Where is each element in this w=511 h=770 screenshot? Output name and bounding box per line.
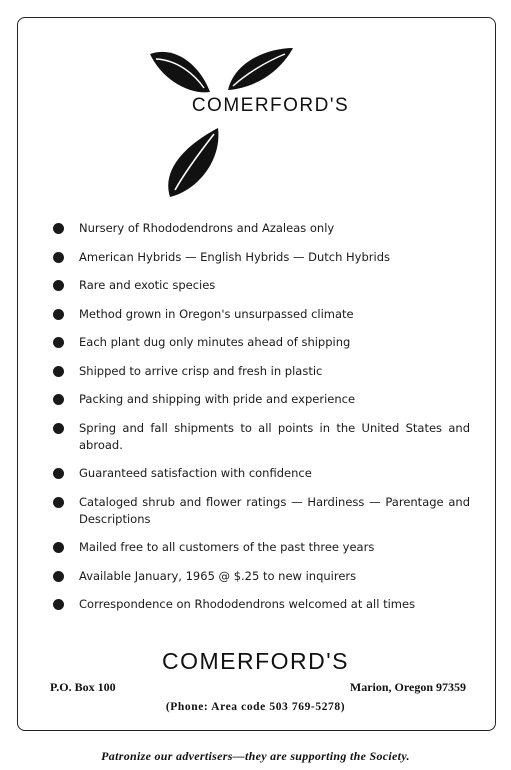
bullet-icon (53, 542, 64, 553)
bullet-icon (53, 394, 64, 405)
list-item (50, 277, 470, 294)
feature-text: Guaranteed satisfaction with confidence (79, 466, 312, 480)
list-item (50, 220, 470, 237)
list-item (50, 568, 470, 585)
feature-text: American Hybrids — English Hybrids — Dutch Hybrids (79, 249, 391, 264)
list-item (50, 363, 470, 380)
company-name: COMERFORD'S (161, 648, 349, 674)
list-item (50, 596, 470, 613)
feature-text: Method grown in Oregon's unsurpassed climate (79, 306, 354, 321)
feature-text: Cataloged shrub and flower ratings — Hardiness — Parentage and Descriptions (79, 494, 470, 526)
logo-wordmark: COMERFORD'S (191, 95, 350, 116)
list-item (50, 334, 470, 351)
tagline: Patronize our advertisers—they are supporting the Society. (101, 749, 410, 763)
feature-text: Mailed free to all customers of the past three years (79, 540, 375, 554)
feature-text: Rare and exotic species (79, 278, 216, 292)
feature-list (50, 220, 470, 625)
bullet-icon (53, 252, 64, 263)
list-item (50, 306, 470, 323)
po-box: P.O. Box 100 (50, 680, 116, 694)
three-leaf-logo-icon (140, 40, 300, 205)
list-item (50, 420, 470, 454)
bullet-icon (53, 366, 64, 377)
feature-text: Spring and fall shipments to all points in the United States and abroad. (79, 420, 470, 452)
bullet-icon (53, 423, 64, 434)
bullet-icon (53, 497, 64, 508)
list-item (50, 494, 470, 528)
feature-text: Correspondence on Rhododendrons welcomed at all times (79, 597, 416, 611)
feature-text: Shipped to arrive crisp and fresh in plastic (79, 363, 323, 378)
bullet-icon (53, 223, 64, 234)
bullet-icon (53, 309, 64, 320)
list-item (50, 391, 470, 408)
bullet-icon (53, 571, 64, 582)
list-item (50, 465, 470, 482)
feature-text: Available January, 1965 @ $.25 to new inquirers (79, 568, 357, 583)
bullet-icon (53, 337, 64, 348)
phone-number: (Phone: Area code 503 769-5278) (165, 701, 346, 713)
feature-text: Packing and shipping with pride and experience (79, 392, 356, 406)
feature-text: Each plant dug only minutes ahead of shipping (79, 335, 351, 349)
bullet-icon (53, 599, 64, 610)
list-item (50, 539, 470, 556)
feature-text: Nursery of Rhododendrons and Azaleas only (79, 221, 335, 235)
list-item (50, 249, 470, 266)
bullet-icon (53, 280, 64, 291)
bullet-icon (53, 468, 64, 479)
city-address: Marion, Oregon 97359 (349, 680, 466, 694)
